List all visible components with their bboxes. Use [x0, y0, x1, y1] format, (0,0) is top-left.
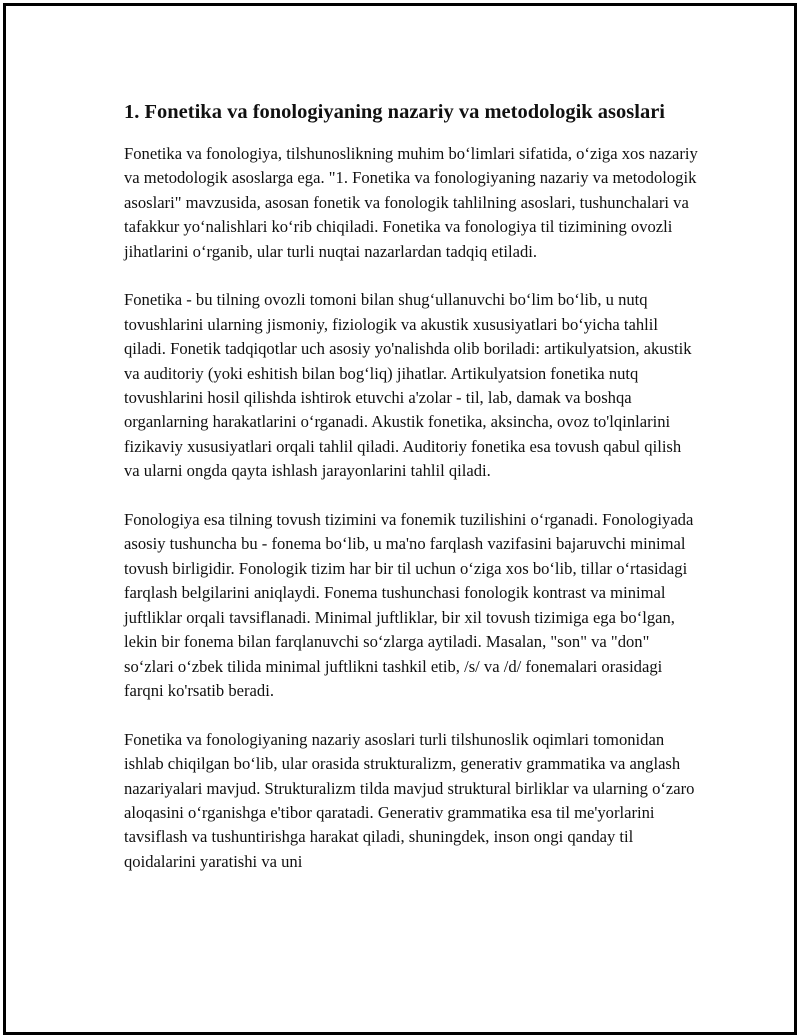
document-body: [124, 98, 699, 899]
paragraph-2: Fonetika - bu tilning ovozli tomoni bilan shug‘ullanuvchi bo‘lim bo‘lib, u nutq tovushlarini ularning jismoniy, fiziologik va akustik xususiyatlari bo‘yicha tahlil qiladi. Fonetik tadqiqotlar uch asosiy yo'nalishda olib boriladi: artikulyatsion, akustik va auditoriy (yoki eshitish bilan bog‘liq) jihatlar. Artikulyatsion fonetika nutq tovushlarini hosil qilishda ishtirok etuvchi a'zolar - til, lab, damak va boshqa organlarning harakatlarini o‘rganadi. Akustik fonetika, aksincha, ovoz to'lqinlarini fizikaviy xususiyatlari orqali tahlil qiladi. Auditoriy fonetika esa tovush qabul qilish va ularni ongda qayta ishlash jarayonlarini tahlil qiladi.: [124, 290, 692, 481]
paragraph-1: Fonetika va fonologiya, tilshunoslikning muhim bo‘limlari sifatida, o‘ziga xos nazariy va metodologik asoslarga ega. "1. Fonetika va fonologiyaning nazariy va metodologik asoslari" mavzusida, asosan fonetik va fonologik tahlilning asoslari, tushunchalari va tafakkur yo‘nalishlari ko‘rib chiqiladi. Fonetika va fonologiya til tizimining ovozli jihatlarini o‘rganib, ular turli nuqtai nazarlardan tadqiq etiladi.: [124, 144, 698, 261]
page-frame: [3, 3, 797, 1035]
paragraph-3: Fonologiya esa tilning tovush tizimini va fonemik tuzilishini o‘rganadi. Fonologiyada asosiy tushuncha bu - fonema bo‘lib, u ma'no farqlash vazifasini bajaruvchi minimal tovush birligidir. Fonologik tizim har bir til uchun o‘ziga xos bo‘lib, tillar o‘rtasidagi farqlash belgilarini aniqlaydi. Fonema tushunchasi fonologik kontrast va minimal juftliklar orqali tavsiflanadi. Minimal juftliklar, bir xil tovush tizimiga ega bo‘lgan, lekin bir fonema bilan farqlanuvchi so‘zlarga aytiladi. Masalan, "son" va "don" so‘zlari o‘zbek tilida minimal juftlikni tashkil etib, /s/ va /d/ fonemalari orasidagi farqni ko'rsatib beradi.: [124, 510, 694, 700]
document-title: 1. Fonetika va fonologiyaning nazariy va metodologik asoslari: [124, 101, 665, 123]
paragraph-4: Fonetika va fonologiyaning nazariy asoslari turli tilshunoslik oqimlari tomonidan ishlab chiqilgan bo‘lib, ular orasida strukturalizm, generativ grammatika va anglash nazariyalari mavjud. Strukturalizm tilda mavjud struktural birliklar va ularning o‘zaro aloqasini o‘rganishga e'tibor qaratadi. Generativ grammatika esa til me'yorlarini tavsiflash va tushuntirishga harakat qiladi, shuningdek, inson ongi qanday til qoidalarini yaratishi va uni: [124, 729, 695, 871]
